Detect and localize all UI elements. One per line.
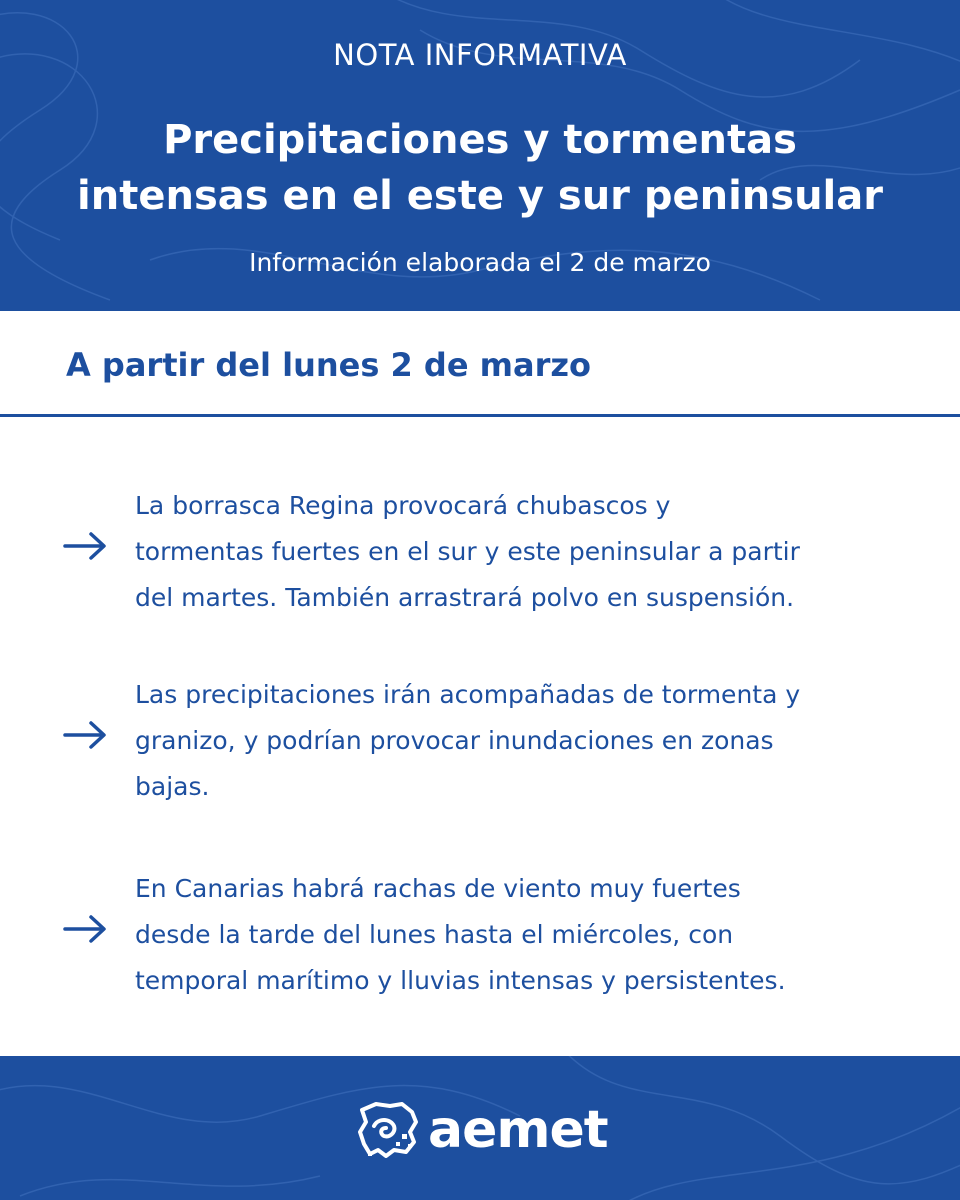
list-item-line: granizo, y podrían provocar inundaciones en zonas	[135, 726, 774, 755]
section-heading: A partir del lunes 2 de marzo	[66, 346, 591, 384]
list-item-line: del martes. También arrastrará polvo en suspensión.	[135, 583, 795, 612]
list-item-line: Las precipitaciones irán acompañadas de tormenta y	[135, 680, 801, 709]
list-item-line: tormentas fuertes en el sur y este peninsular a partir	[135, 537, 800, 566]
list-item-line: temporal marítimo y lluvias intensas y persistentes.	[135, 966, 786, 995]
arrow-right-icon	[62, 531, 108, 561]
arrow-right-icon	[62, 720, 108, 750]
page-title-line-2: intensas en el este y sur peninsular	[77, 173, 883, 219]
page-title-line-1: Precipitaciones y tormentas	[163, 117, 797, 163]
page-subtitle: Información elaborada el 2 de marzo	[249, 248, 711, 277]
list-item-line: desde la tarde del lunes hasta el miércoles, con	[135, 920, 734, 949]
list-item-text	[135, 866, 935, 1004]
list-item-line: La borrasca Regina provocará chubascos y	[135, 491, 671, 520]
page-title	[0, 112, 960, 224]
list-item-line: bajas.	[135, 772, 210, 801]
footer-banner	[0, 1056, 960, 1200]
note-kicker: NOTA INFORMATIVA	[333, 38, 627, 72]
list-item-text	[135, 672, 935, 810]
list-item-text	[135, 483, 935, 621]
aemet-logo	[356, 1098, 608, 1162]
list-item-line: En Canarias habrá rachas de viento muy fuertes	[135, 874, 741, 903]
section-divider	[0, 414, 960, 417]
aemet-logo-mark-icon	[356, 1100, 422, 1160]
aemet-logo-text: aemet	[428, 1100, 608, 1160]
arrow-right-icon	[62, 914, 108, 944]
header-banner	[0, 0, 960, 311]
